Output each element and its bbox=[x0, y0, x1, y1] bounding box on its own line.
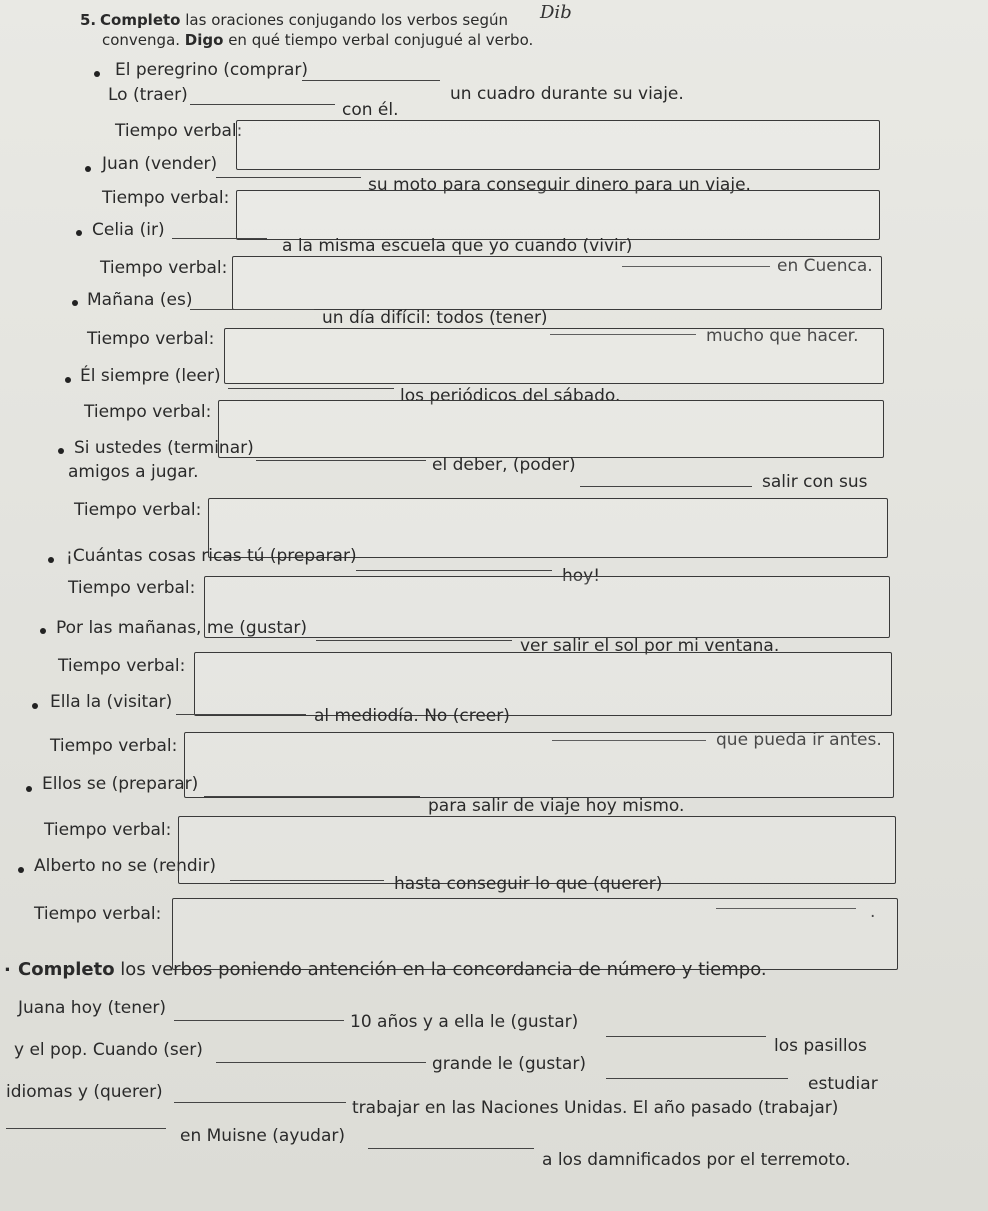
item-2-text-a: Juan (vender) bbox=[102, 154, 218, 174]
item-4-blank-1[interactable] bbox=[190, 309, 314, 310]
item-9-text-a: Ella la (visitar) bbox=[50, 692, 173, 712]
tiempo-verbal-box-5[interactable] bbox=[218, 400, 884, 458]
section-6-number: . bbox=[4, 955, 11, 976]
s6-line4-a: en Muisne (ayudar) bbox=[180, 1126, 346, 1146]
s6-line1-b: 10 años y a ella le (gustar) bbox=[350, 1012, 579, 1032]
item-10-text-b: para salir de viaje hoy mismo. bbox=[428, 796, 685, 816]
bullet bbox=[76, 230, 82, 236]
tiempo-verbal-box-3[interactable] bbox=[232, 256, 882, 310]
s6-blank-7[interactable] bbox=[368, 1148, 534, 1149]
item-11-text-a: Alberto no se (rendir) bbox=[34, 856, 216, 876]
s6-line1-c: los pasillos bbox=[774, 1036, 867, 1056]
item-1-blank-1[interactable] bbox=[302, 80, 440, 81]
item-10-text-a: Ellos se (preparar) bbox=[42, 774, 199, 794]
bullet bbox=[18, 867, 24, 873]
item-8-text-a: Por las mañanas, me (gustar) bbox=[56, 618, 308, 638]
tiempo-label-9: Tiempo verbal: bbox=[50, 736, 178, 756]
item-5-blank-1[interactable] bbox=[228, 388, 394, 389]
bullet bbox=[85, 166, 91, 172]
s6-blank-5[interactable] bbox=[174, 1102, 346, 1103]
item-1-text-b: un cuadro durante su viaje. bbox=[450, 84, 684, 104]
tiempo-verbal-box-9[interactable] bbox=[184, 732, 894, 798]
item-2-text-b: su moto para conseguir dinero para un viaje. bbox=[368, 175, 751, 195]
item-9-text-c: que pueda ir antes. bbox=[716, 730, 882, 750]
tiempo-verbal-box-2[interactable] bbox=[236, 190, 880, 240]
tiempo-label-4: Tiempo verbal: bbox=[87, 329, 215, 349]
bullet bbox=[40, 628, 46, 634]
item-6-text-d: amigos a jugar. bbox=[68, 462, 199, 482]
item-6-text-b: el deber, (poder) bbox=[432, 455, 576, 475]
item-8-blank-1[interactable] bbox=[316, 640, 512, 641]
section-6-heading-bold: Completo bbox=[18, 959, 115, 980]
item-11-text-c: . bbox=[870, 902, 876, 922]
s6-line3-a: idiomas y (querer) bbox=[6, 1082, 163, 1102]
s6-blank-1[interactable] bbox=[174, 1020, 344, 1021]
item-11-blank-1[interactable] bbox=[230, 880, 384, 881]
tiempo-label-8: Tiempo verbal: bbox=[58, 656, 186, 676]
tiempo-label-2: Tiempo verbal: bbox=[102, 188, 230, 208]
tiempo-label-6: Tiempo verbal: bbox=[74, 500, 202, 520]
item-5-text-a: Él siempre (leer) bbox=[80, 366, 221, 386]
item-1-text-d: con él. bbox=[342, 100, 399, 120]
s6-blank-2[interactable] bbox=[606, 1036, 766, 1037]
bullet bbox=[26, 786, 32, 792]
tiempo-label-10: Tiempo verbal: bbox=[44, 820, 172, 840]
tiempo-label-11: Tiempo verbal: bbox=[34, 904, 162, 924]
item-3-blank-1[interactable] bbox=[172, 238, 267, 239]
item-5-text-b: los periódicos del sábado. bbox=[400, 386, 621, 406]
s6-line2-b: grande le (gustar) bbox=[432, 1054, 586, 1074]
section-5-heading-line1 bbox=[100, 10, 508, 30]
item-1-text-a: El peregrino (comprar) bbox=[115, 60, 309, 80]
tiempo-label-5: Tiempo verbal: bbox=[84, 402, 212, 422]
section-6-heading-rest: los verbos poniendo antención en la concordancia de número y tiempo. bbox=[114, 959, 767, 980]
tiempo-verbal-box-1[interactable] bbox=[236, 120, 880, 170]
item-4-text-c: mucho que hacer. bbox=[706, 326, 859, 346]
item-6-text-a: Si ustedes (terminar) bbox=[74, 438, 254, 458]
item-6-blank-1[interactable] bbox=[256, 460, 426, 461]
item-7-text-b: hoy! bbox=[562, 566, 601, 586]
bullet bbox=[58, 448, 64, 454]
item-1-blank-2[interactable] bbox=[190, 104, 335, 105]
s6-line1-a: Juana hoy (tener) bbox=[18, 998, 167, 1018]
section-6-heading bbox=[18, 960, 767, 980]
item-1-text-c: Lo (traer) bbox=[108, 85, 188, 105]
item-2-blank-1[interactable] bbox=[216, 177, 361, 178]
item-7-text-a: ¡Cuántas cosas ricas tú (preparar) bbox=[66, 546, 357, 566]
item-7-blank-1[interactable] bbox=[356, 570, 552, 571]
s6-line2-a: y el pop. Cuando (ser) bbox=[14, 1040, 203, 1060]
tiempo-label-1: Tiempo verbal: bbox=[115, 121, 243, 141]
item-6-text-c: salir con sus bbox=[762, 472, 868, 492]
heading-bold-digo: Digo bbox=[184, 31, 224, 49]
bullet bbox=[48, 557, 54, 563]
item-10-blank-1[interactable] bbox=[204, 796, 420, 797]
item-6-blank-2[interactable] bbox=[580, 486, 752, 487]
item-9-text-b: al mediodía. No (creer) bbox=[314, 706, 510, 726]
s6-line4-b: a los damnificados por el terremoto. bbox=[542, 1150, 851, 1170]
bullet bbox=[65, 377, 71, 383]
signature: Dib bbox=[540, 2, 572, 23]
s6-blank-3[interactable] bbox=[216, 1062, 426, 1063]
item-3-text-b: a la misma escuela que yo cuando (vivir) bbox=[282, 236, 633, 256]
item-4-text-b: un día difícil: todos (tener) bbox=[322, 308, 548, 328]
tiempo-label-7: Tiempo verbal: bbox=[68, 578, 196, 598]
heading-pre: convenga. bbox=[102, 31, 185, 49]
item-3-text-c: en Cuenca. bbox=[777, 256, 873, 276]
s6-line2-c: estudiar bbox=[808, 1074, 878, 1094]
s6-line3-b: trabajar en las Naciones Unidas. El año pasado (trabajar) bbox=[352, 1098, 839, 1118]
bullet bbox=[32, 703, 38, 709]
section-5-heading-bold: Completo bbox=[100, 11, 181, 29]
bullet bbox=[94, 71, 100, 77]
s6-blank-4[interactable] bbox=[606, 1078, 788, 1079]
heading-post: en qué tiempo verbal conjugué al verbo. bbox=[223, 31, 534, 49]
item-11-text-b: hasta conseguir lo que (querer) bbox=[394, 874, 663, 894]
tiempo-verbal-box-4[interactable] bbox=[224, 328, 884, 384]
tiempo-label-3: Tiempo verbal: bbox=[100, 258, 228, 278]
item-8-text-b: ver salir el sol por mi ventana. bbox=[520, 636, 780, 656]
item-4-text-a: Mañana (es) bbox=[87, 290, 193, 310]
item-9-blank-1[interactable] bbox=[176, 714, 306, 715]
item-3-text-a: Celia (ir) bbox=[92, 220, 165, 240]
tiempo-verbal-box-8[interactable] bbox=[194, 652, 892, 716]
section-5-heading-rest: las oraciones conjugando los verbos según bbox=[180, 11, 508, 29]
s6-blank-6[interactable] bbox=[6, 1128, 166, 1129]
bullet bbox=[72, 300, 78, 306]
section-5-number: 5. bbox=[80, 11, 97, 29]
section-5-heading-line2 bbox=[102, 30, 533, 50]
